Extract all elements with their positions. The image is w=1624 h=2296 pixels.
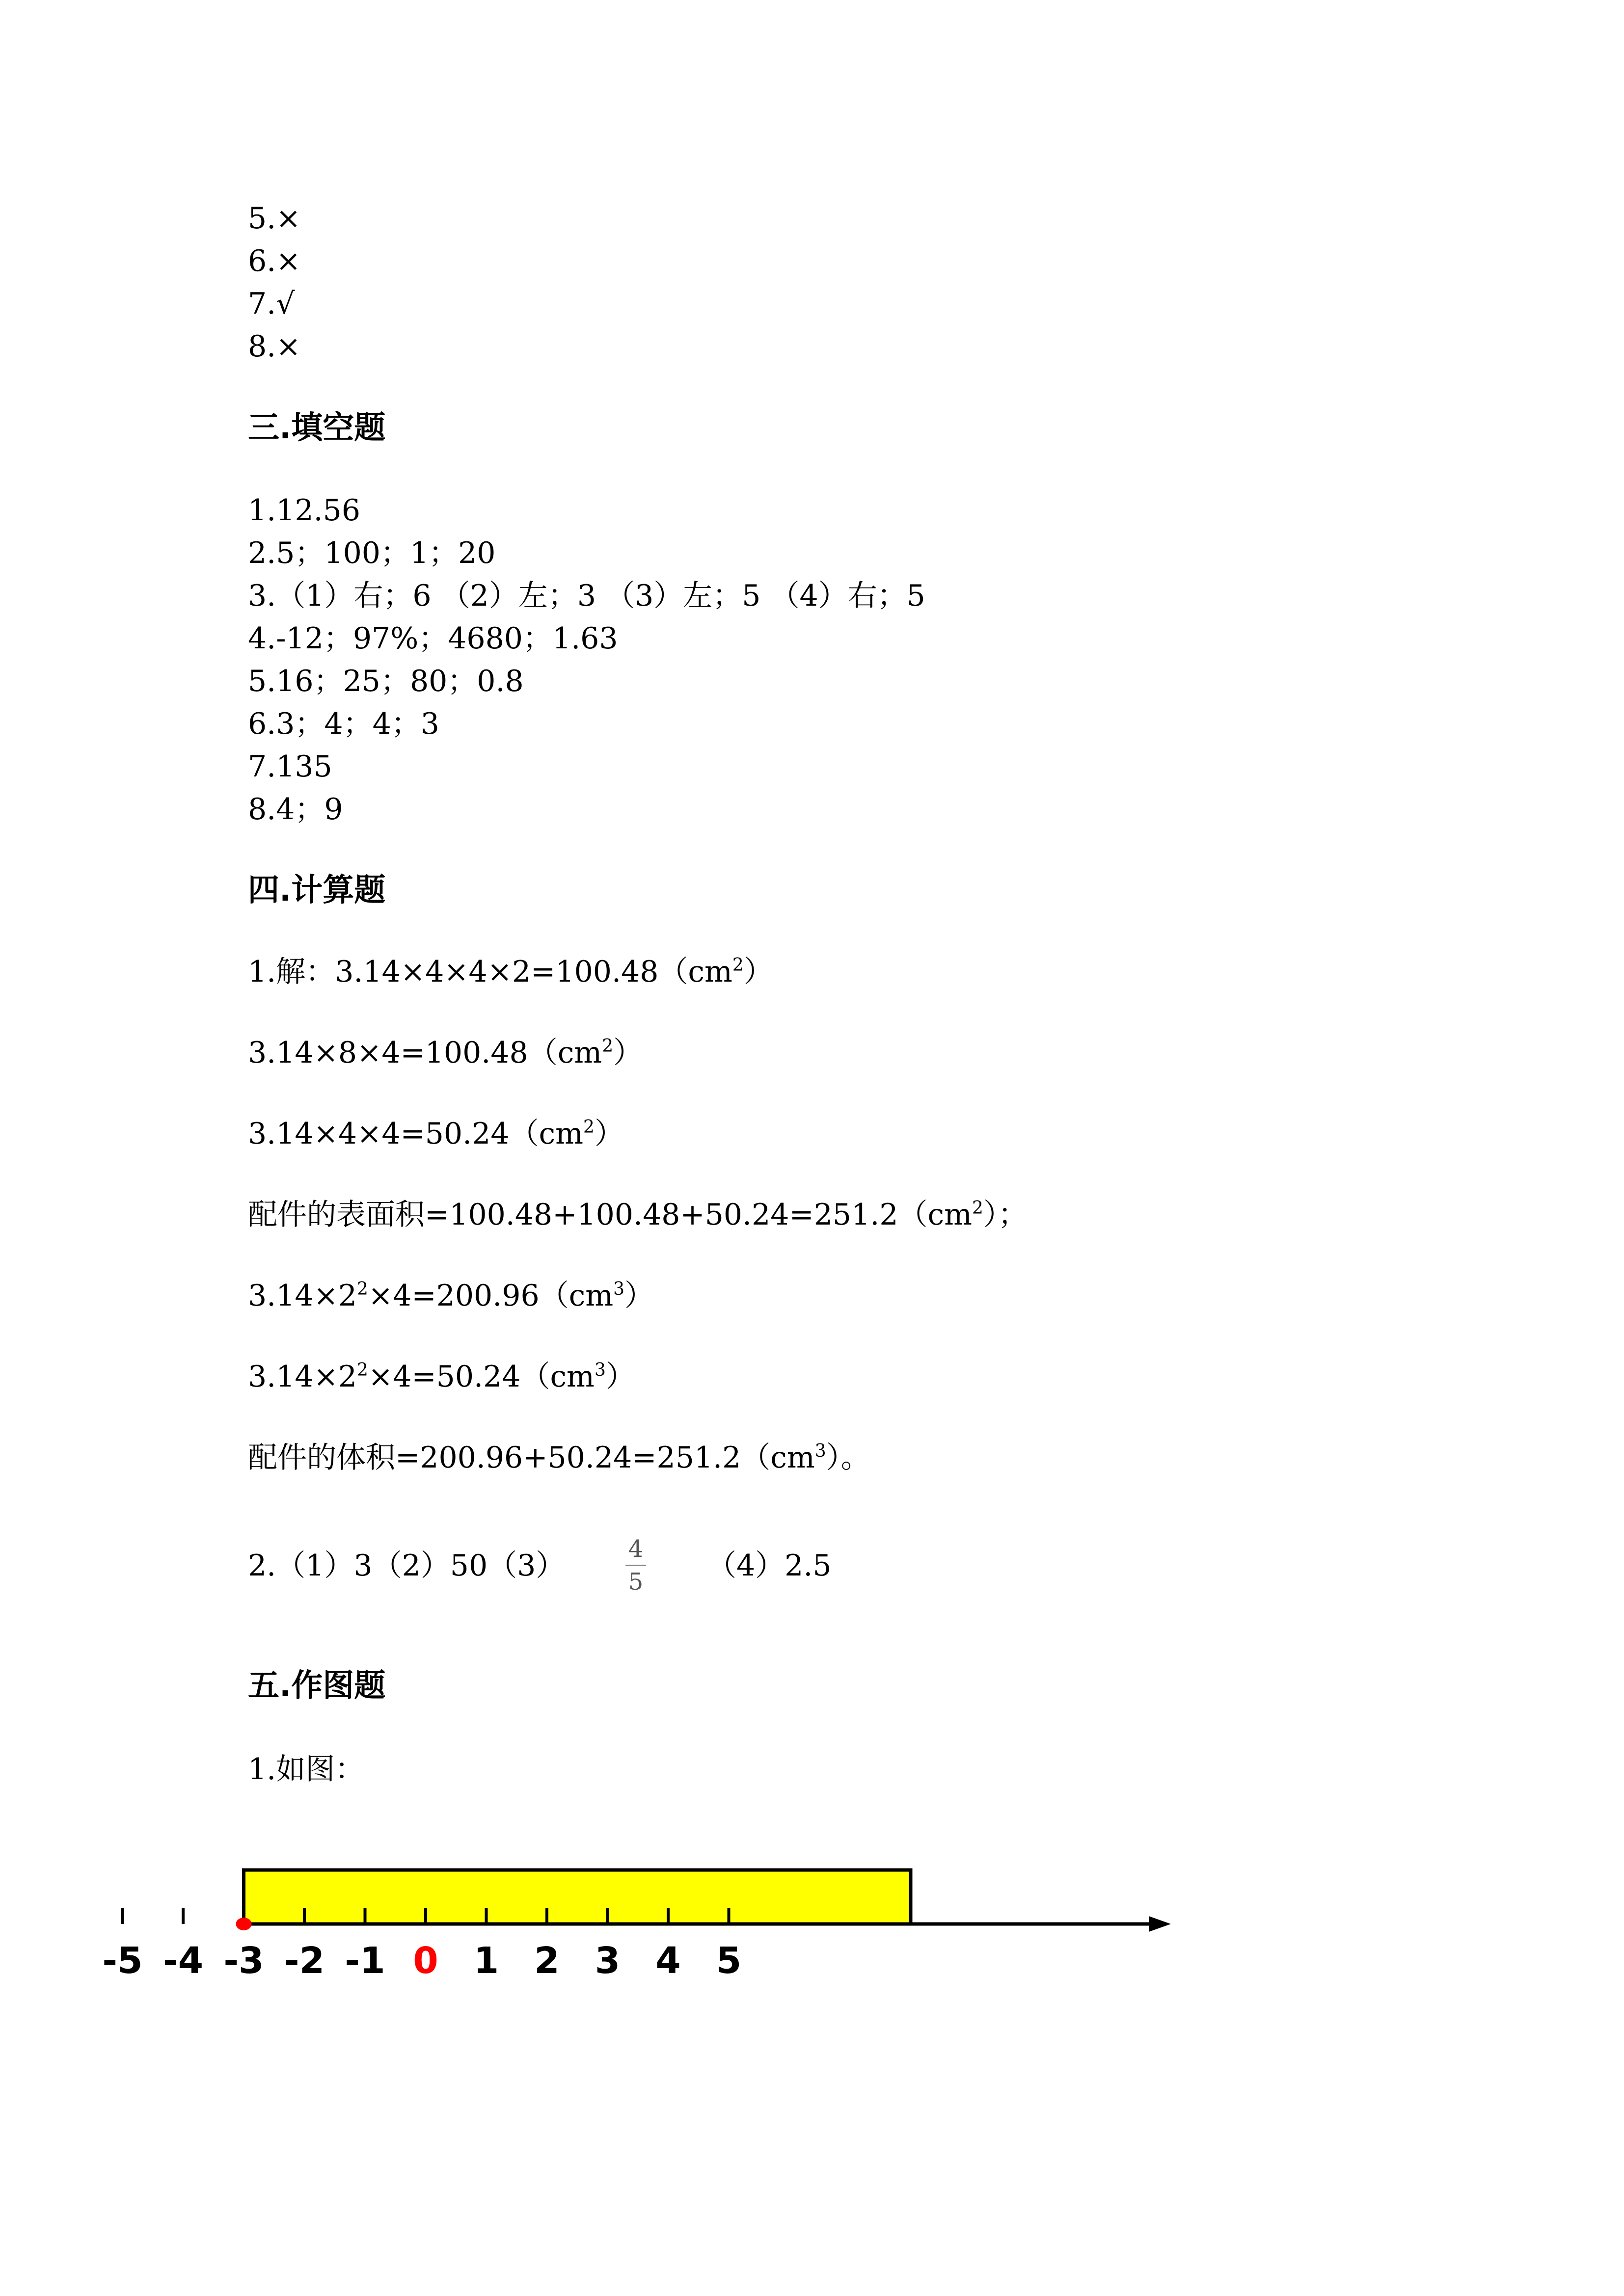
judge-item-5: 5.×	[248, 201, 301, 236]
fill-item-5: 5.16；25；80；0.8	[248, 664, 524, 698]
fill-item-1: 1.12.56	[248, 493, 361, 528]
axis-arrowhead	[1149, 1916, 1171, 1932]
judge-item-8: 8.×	[248, 329, 301, 364]
tick-label-5: 5	[716, 1940, 742, 1982]
calc-q2-part2: （4）2.5	[707, 1548, 832, 1583]
fill-item-7: 7.135	[248, 749, 332, 784]
shaded-region	[244, 1870, 911, 1924]
tick-label--3: -3	[223, 1940, 264, 1982]
tick-label--5: -5	[102, 1940, 143, 1982]
tick-label-4: 4	[655, 1940, 681, 1982]
tick-label-3: 3	[595, 1940, 621, 1982]
fill-item-4: 4.-12；97%；4680；1.63	[248, 621, 618, 656]
judge-item-6: 6.×	[248, 244, 301, 278]
start-point	[236, 1918, 252, 1930]
number-line-figure	[102, 1850, 1181, 1998]
calc-line-2: $3.14\times 8\times 4=100.48(cm^2)$	[248, 1036, 643, 1070]
judge-item-7: 7.√	[248, 287, 295, 321]
calc-line-3: $3.14\times 4\times 4=50.24(cm^2)$	[248, 1117, 624, 1151]
fill-item-3: 3.（1）右；6 （2）左；3 （3）左；5 （4）右；5	[248, 579, 925, 613]
fill-item-8: 8.4；9	[248, 792, 343, 827]
fraction-numerator: 4	[628, 1535, 644, 1563]
fill-item-2: 2.5；100；1；20	[248, 536, 496, 570]
section4-title: 四.计算题	[248, 872, 386, 908]
calc-q2-part1: 2.（1）3（2）50（3）	[248, 1548, 566, 1583]
calc-line-7: 配件的体积$=200.96+50.24=251.2(cm^3)$。	[248, 1441, 870, 1475]
tick-label-2: 2	[534, 1940, 560, 1982]
section5-title: 五.作图题	[248, 1668, 386, 1704]
tick-label--4: -4	[162, 1940, 204, 1982]
calc-line-4: 配件的表面积$=100.48+100.48+50.24=251.2(cm^2)$；	[248, 1198, 1028, 1232]
fraction-denominator: 5	[628, 1568, 644, 1596]
calc-line-1: 1.解：$3.14\times 4\times 4\times 2=100.48(cm^2)$	[248, 955, 773, 989]
fraction-four-fifths	[623, 1535, 648, 1596]
tick-label--1: -1	[345, 1940, 385, 1982]
calc-line-6: $3.14\times 2^2\times 4=50.24(cm^3)$	[248, 1360, 635, 1394]
section3-title: 三.填空题	[248, 410, 386, 446]
tick-label-0: 0	[413, 1940, 438, 1982]
draw-item-1: 1.如图：	[248, 1752, 365, 1787]
tick-labels	[102, 1940, 741, 1982]
tick-label--2: -2	[284, 1940, 325, 1982]
tick-label-1: 1	[473, 1940, 499, 1982]
calc-line-5: $3.14\times 2^2\times 4=200.96(cm^3)$	[248, 1279, 654, 1313]
fraction-bar	[625, 1565, 646, 1566]
fill-item-6: 6.3；4；4；3	[248, 707, 439, 741]
